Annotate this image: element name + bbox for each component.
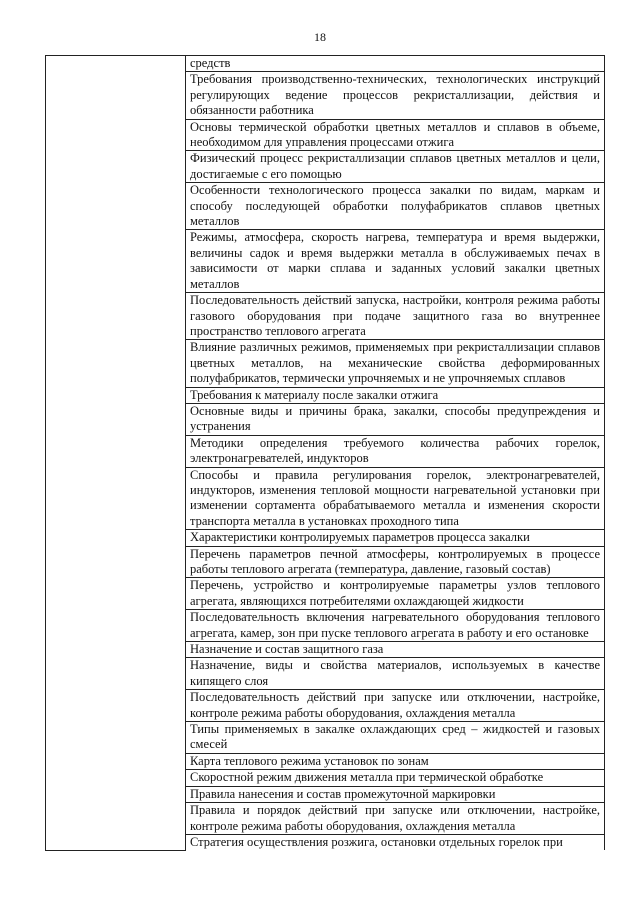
table-cell: Режимы, атмосфера, скорость нагрева, температура и время выдержки, величины садок и время выдержки металла в обслуживаемых печах в зависимости от марки сплава и заданных условий закалки цветных металлов — [186, 230, 605, 293]
table-cell: Стратегия осуществления розжига, остановки отдельных горелок при — [186, 834, 605, 850]
table-row — [46, 56, 605, 72]
table-cell: Правила нанесения и состав промежуточной маркировки — [186, 786, 605, 802]
table-cell: Требования производственно-технических, технологических инструкций регулирующих ведение процессов рекристаллизации, действия и обязанности работника — [186, 72, 605, 119]
table-cell: Последовательность действий при запуске или отключении, настройке, контроле режима работы оборудования, охлаждения металла — [186, 690, 605, 722]
table-cell: Влияние различных режимов, применяемых при рекристаллизации сплавов цветных металлов, на механические свойства деформированных полуфабрикатов, термически упрочняемых и не упрочняемых сплавов — [186, 340, 605, 387]
table-cell: Физический процесс рекристаллизации сплавов цветных металлов и цели, достигаемые с его помощью — [186, 151, 605, 183]
table-cell: Последовательность включения нагревательного оборудования теплового агрегата, камер, зон при пуске теплового агрегата в работу и его остановке — [186, 610, 605, 642]
table-cell: Методики определения требуемого количества рабочих горелок, электронагревателей, индукторов — [186, 435, 605, 467]
table-cell: Требования к материалу после закалки отжига — [186, 387, 605, 403]
table-cell: Особенности технологического процесса закалки по видам, маркам и способу последующей обработки полуфабрикатов сплавов цветных металлов — [186, 183, 605, 230]
table-cell: Характеристики контролируемых параметров процесса закалки — [186, 530, 605, 546]
table-cell: Карта теплового режима установок по зонам — [186, 753, 605, 769]
table-cell: Перечень, устройство и контролируемые параметры узлов теплового агрегата, являющихся потребителями охлаждающей жидкости — [186, 578, 605, 610]
page-number: 18 — [314, 30, 326, 44]
left-column-cell — [46, 56, 186, 851]
table-cell: Перечень параметров печной атмосферы, контролируемых в процессе работы теплового агрегата (температура, давление, газовый состав) — [186, 546, 605, 578]
table-cell: Назначение, виды и свойства материалов, используемых в качестве кипящего слоя — [186, 658, 605, 690]
table-cell: Правила и порядок действий при запуске или отключении, настройке, контроле режима работы оборудования, охлаждения металла — [186, 803, 605, 835]
requirements-table — [45, 55, 605, 851]
table-cell: Способы и правила регулирования горелок, электронагревателей, индукторов, изменения тепловой мощности нагревательной установки при изменении сортамента обрабатываемого металла и изменения скорости транспорта металла в установках проходного типа — [186, 467, 605, 530]
table-cell: Скоростной режим движения металла при термической обработке — [186, 770, 605, 786]
table-cell: Назначение и состав защитного газа — [186, 642, 605, 658]
table-cell: Основы термической обработки цветных металлов и сплавов в объеме, необходимом для управления процессами отжига — [186, 119, 605, 151]
table-cell: Последовательность действий запуска, настройки, контроля режима работы газового оборудования при подаче защитного газа во внутреннее пространство теплового агрегата — [186, 293, 605, 340]
table-cell: средств — [186, 56, 605, 72]
table-cell: Основные виды и причины брака, закалки, способы предупреждения и устранения — [186, 403, 605, 435]
table-cell: Типы применяемых в закалке охлаждающих сред – жидкостей и газовых смесей — [186, 722, 605, 754]
